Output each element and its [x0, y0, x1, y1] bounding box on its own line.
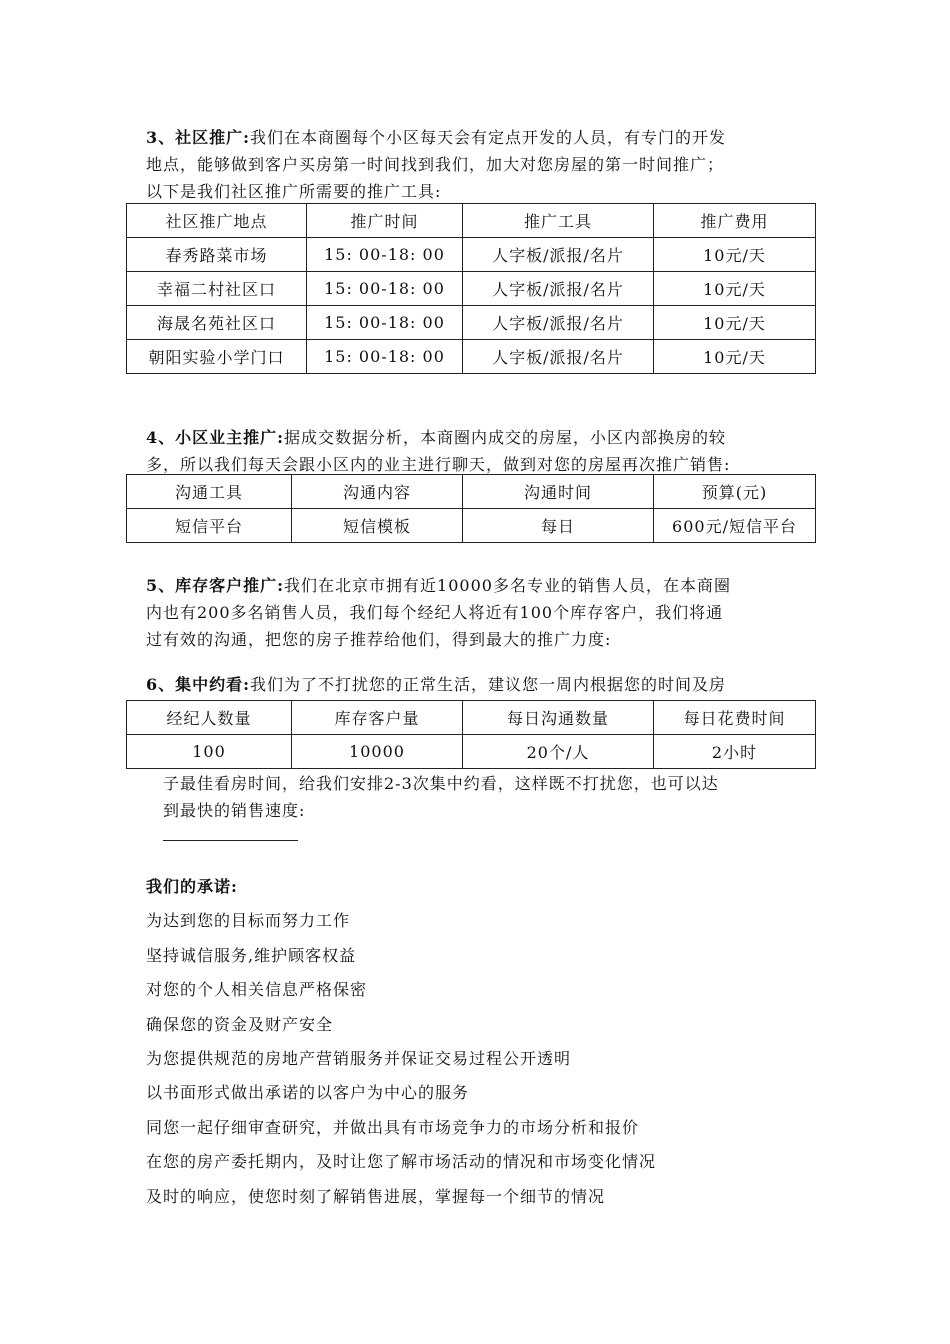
promise-item: 坚持诚信服务,维护顾客权益	[146, 946, 357, 965]
table-cell: 朝阳实验小学门口	[127, 340, 307, 374]
section6-line-1: 6、集中约看:我们为了不打扰您的正常生活，建议您一周内根据您的时间及房	[146, 675, 727, 694]
promise-item: 确保您的资金及财产安全	[146, 1015, 334, 1034]
table-cell: 春秀路菜市场	[127, 238, 307, 272]
table-header-cell: 社区推广地点	[127, 204, 307, 238]
table-cell: 15: 00-18: 00	[307, 306, 463, 340]
table-header-cell: 库存客户量	[292, 701, 463, 735]
table-row	[127, 306, 816, 340]
table-header-cell: 每日沟通数量	[463, 701, 654, 735]
table-header-cell: 沟通时间	[463, 475, 654, 509]
table-header-cell: 每日花费时间	[654, 701, 816, 735]
table-row	[127, 272, 816, 306]
table-header-cell: 推广时间	[307, 204, 463, 238]
table-cell: 人字板/派报/名片	[463, 306, 654, 340]
table-header-cell: 推广费用	[654, 204, 816, 238]
table-cell: 短信模板	[292, 509, 463, 543]
table-cell: 海晟名苑社区口	[127, 306, 307, 340]
table-cell: 人字板/派报/名片	[463, 238, 654, 272]
owner-promotion-table	[126, 474, 816, 543]
table-row	[127, 509, 816, 543]
table-header-cell: 沟通内容	[292, 475, 463, 509]
section4-line-1: 4、小区业主推广:据成交数据分析，本商圈内成交的房屋，小区内部换房的较	[146, 428, 727, 447]
section4-paragraph	[146, 424, 810, 478]
table-header-row	[127, 475, 816, 509]
table-cell: 人字板/派报/名片	[463, 340, 654, 374]
promise-item: 对您的个人相关信息严格保密	[146, 980, 368, 999]
table-cell: 15: 00-18: 00	[307, 340, 463, 374]
section5-heading: 5、库存客户推广:	[146, 576, 285, 595]
table-cell: 10000	[292, 735, 463, 769]
table-cell: 100	[127, 735, 292, 769]
promise-item: 及时的响应，使您时刻了解销售进展，掌握每一个细节的情况	[146, 1187, 606, 1206]
section3-paragraph	[146, 124, 810, 205]
community-promotion-table	[126, 203, 816, 374]
section4-line-2: 多，所以我们每天会跟小区内的业主进行聊天，做到对您的房屋再次推广销售:	[146, 455, 731, 474]
section6-continuation	[163, 770, 810, 824]
section4-heading: 4、小区业主推广:	[146, 428, 285, 447]
table-cell: 2小时	[654, 735, 816, 769]
section6-heading: 6、集中约看:	[146, 675, 251, 694]
promise-item: 同您一起仔细审查研究，并做出具有市场竞争力的市场分析和报价	[146, 1118, 640, 1137]
table-header-row	[127, 204, 816, 238]
table-cell: 10元/天	[654, 238, 816, 272]
table-header-row	[127, 701, 816, 735]
table-cell: 10元/天	[654, 306, 816, 340]
promises-title: 我们的承诺:	[146, 877, 238, 896]
section3-heading: 3、社区推广:	[146, 128, 251, 147]
section6-paragraph	[146, 671, 810, 698]
section3-line-1: 3、社区推广:我们在本商圈每个小区每天会有定点开发的人员，有专门的开发	[146, 128, 727, 147]
table-row	[127, 735, 816, 769]
table-cell: 10元/天	[654, 340, 816, 374]
table-cell: 15: 00-18: 00	[307, 272, 463, 306]
table-header-cell: 经纪人数量	[127, 701, 292, 735]
promise-item: 以书面形式做出承诺的以客户为中心的服务	[146, 1083, 470, 1102]
table-cell: 幸福二村社区口	[127, 272, 307, 306]
table-header-cell: 预算(元)	[654, 475, 816, 509]
promise-item: 为您提供规范的房地产营销服务并保证交易过程公开透明	[146, 1049, 572, 1068]
table-cell: 600元/短信平台	[654, 509, 816, 543]
section5-line-3: 过有效的沟通，把您的房子推荐给他们，得到最大的推广力度:	[146, 630, 612, 649]
section5-line-2: 内也有200多名销售人员，我们每个经纪人将近有100个库存客户，我们将通	[146, 603, 724, 622]
table-cell: 10元/天	[654, 272, 816, 306]
table-header-cell: 沟通工具	[127, 475, 292, 509]
table-cell: 短信平台	[127, 509, 292, 543]
section3-line-3: 以下是我们社区推广所需要的推广工具:	[146, 182, 442, 201]
section6-continuation-line-2: 到最快的销售速度:	[163, 801, 306, 820]
section5-line-1: 5、库存客户推广:我们在北京市拥有近10000多名专业的销售人员，在本商圈	[146, 576, 731, 595]
table-cell: 20个/人	[463, 735, 654, 769]
table-cell: 每日	[463, 509, 654, 543]
table-cell: 15: 00-18: 00	[307, 238, 463, 272]
table-row	[127, 238, 816, 272]
promise-item: 在您的房产委托期内，及时让您了解市场活动的情况和市场变化情况	[146, 1152, 657, 1171]
promise-item: 为达到您的目标而努力工作	[146, 911, 351, 930]
table-cell: 人字板/派报/名片	[463, 272, 654, 306]
section5-paragraph	[146, 572, 810, 653]
section3-line-2: 地点，能够做到客户买房第一时间找到我们，加大对您房屋的第一时间推广；	[146, 155, 725, 174]
table-row	[127, 340, 816, 374]
table-header-cell: 推广工具	[463, 204, 654, 238]
footnote-divider	[163, 840, 298, 841]
viewing-schedule-table	[126, 700, 816, 769]
section6-continuation-line-1: 子最佳看房时间，给我们安排2-3次集中约看，这样既不打扰您，也可以达	[163, 774, 719, 793]
